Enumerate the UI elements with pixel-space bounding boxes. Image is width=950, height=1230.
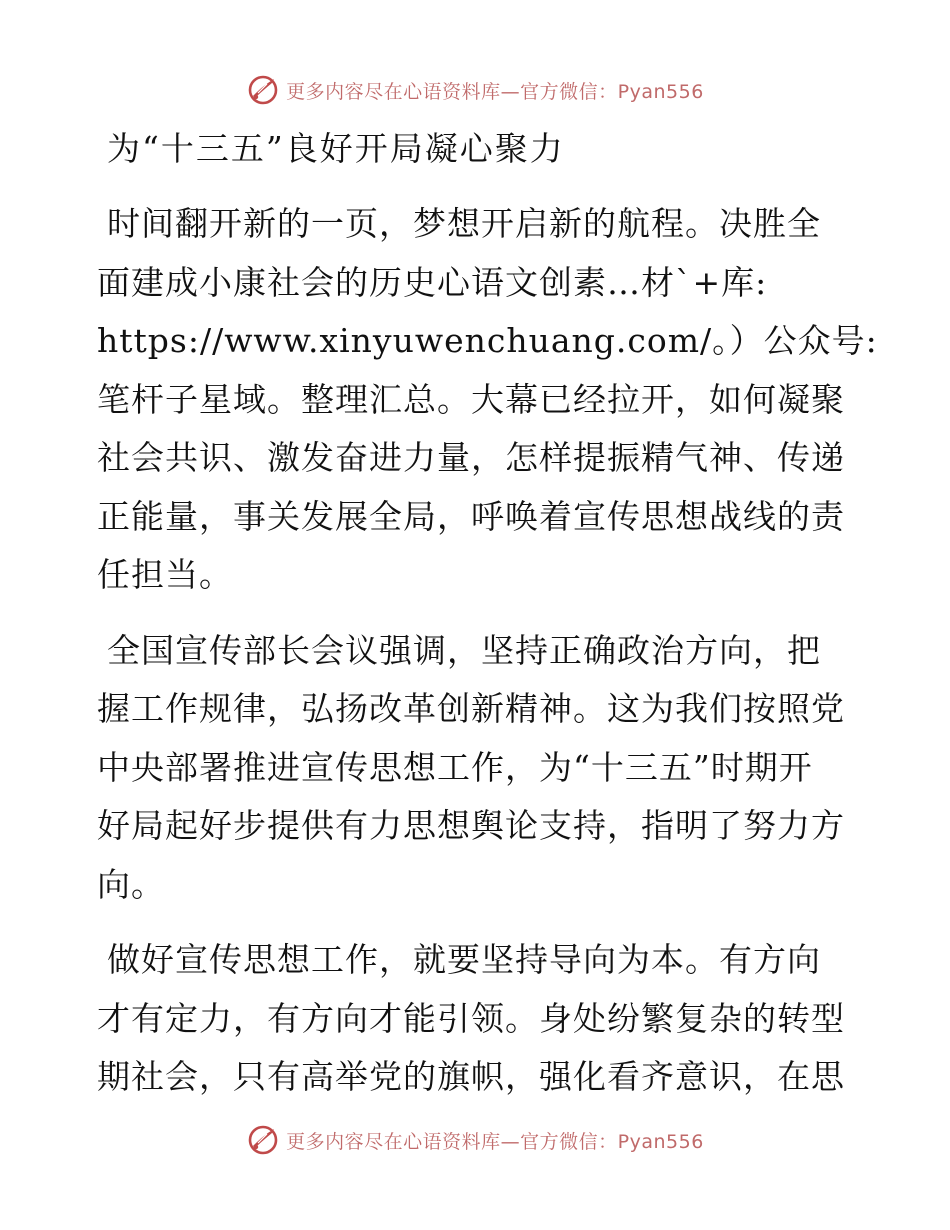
text-line: 正能量，事关发展全局，呼唤着宣传思想战线的责 [97, 496, 845, 536]
paragraph-2 [97, 622, 853, 915]
footer-watermark [0, 1120, 950, 1160]
text-line: https://www.xinyuwenchuang.com/。）公众号: [97, 321, 878, 360]
text-line: 时间翻开新的一页，梦想开启新的航程。决胜全 [107, 204, 821, 243]
text-line: 中央部署推进宣传思想工作，为“十三五”时期开 [97, 747, 813, 787]
text-line: 笔杆子星域。整理汇总。大幕已经拉开，如何凝聚 [97, 379, 845, 419]
paragraph-3 [97, 931, 853, 1107]
text-line: 做好宣传思想工作，就要坚持导向为本。有方向 [107, 940, 821, 979]
document-title: 为“十三五”良好开局凝心聚力 [107, 129, 565, 168]
header-watermark [0, 70, 950, 110]
watermark-text: 更多内容尽在心语资料库—官方微信：Pyan556 [286, 80, 704, 103]
writing-quill-icon [246, 1123, 280, 1157]
text-line: 向。 [97, 864, 165, 904]
text-line: 全国宣传部长会议强调，坚持正确政治方向，把 [107, 630, 821, 670]
text-line: 社会共识、激发奋进力量，怎样提振精气神、传递 [97, 438, 845, 477]
text-line: 才有定力，有方向才能引领。身处纷繁复杂的转型 [97, 998, 845, 1038]
text-line: 任担当。 [97, 555, 233, 594]
watermark-group [246, 1123, 704, 1157]
watermark-text: 更多内容尽在心语资料库—官方微信：Pyan556 [286, 1130, 704, 1153]
text-line: 握工作规律，弘扬改革创新精神。这为我们按照党 [97, 689, 845, 728]
writing-quill-icon [246, 73, 280, 107]
document-body [97, 120, 878, 1107]
text-line: 期社会，只有高举党的旗帜，强化看齐意识，在思 [97, 1057, 845, 1096]
text-line: 好局起好步提供有力思想舆论支持，指明了努力方 [97, 806, 845, 845]
text-line: 面建成小康社会的历史心语文创素…材`+库: [97, 262, 768, 302]
watermark-group [246, 73, 704, 107]
paragraph-1 [97, 195, 878, 605]
